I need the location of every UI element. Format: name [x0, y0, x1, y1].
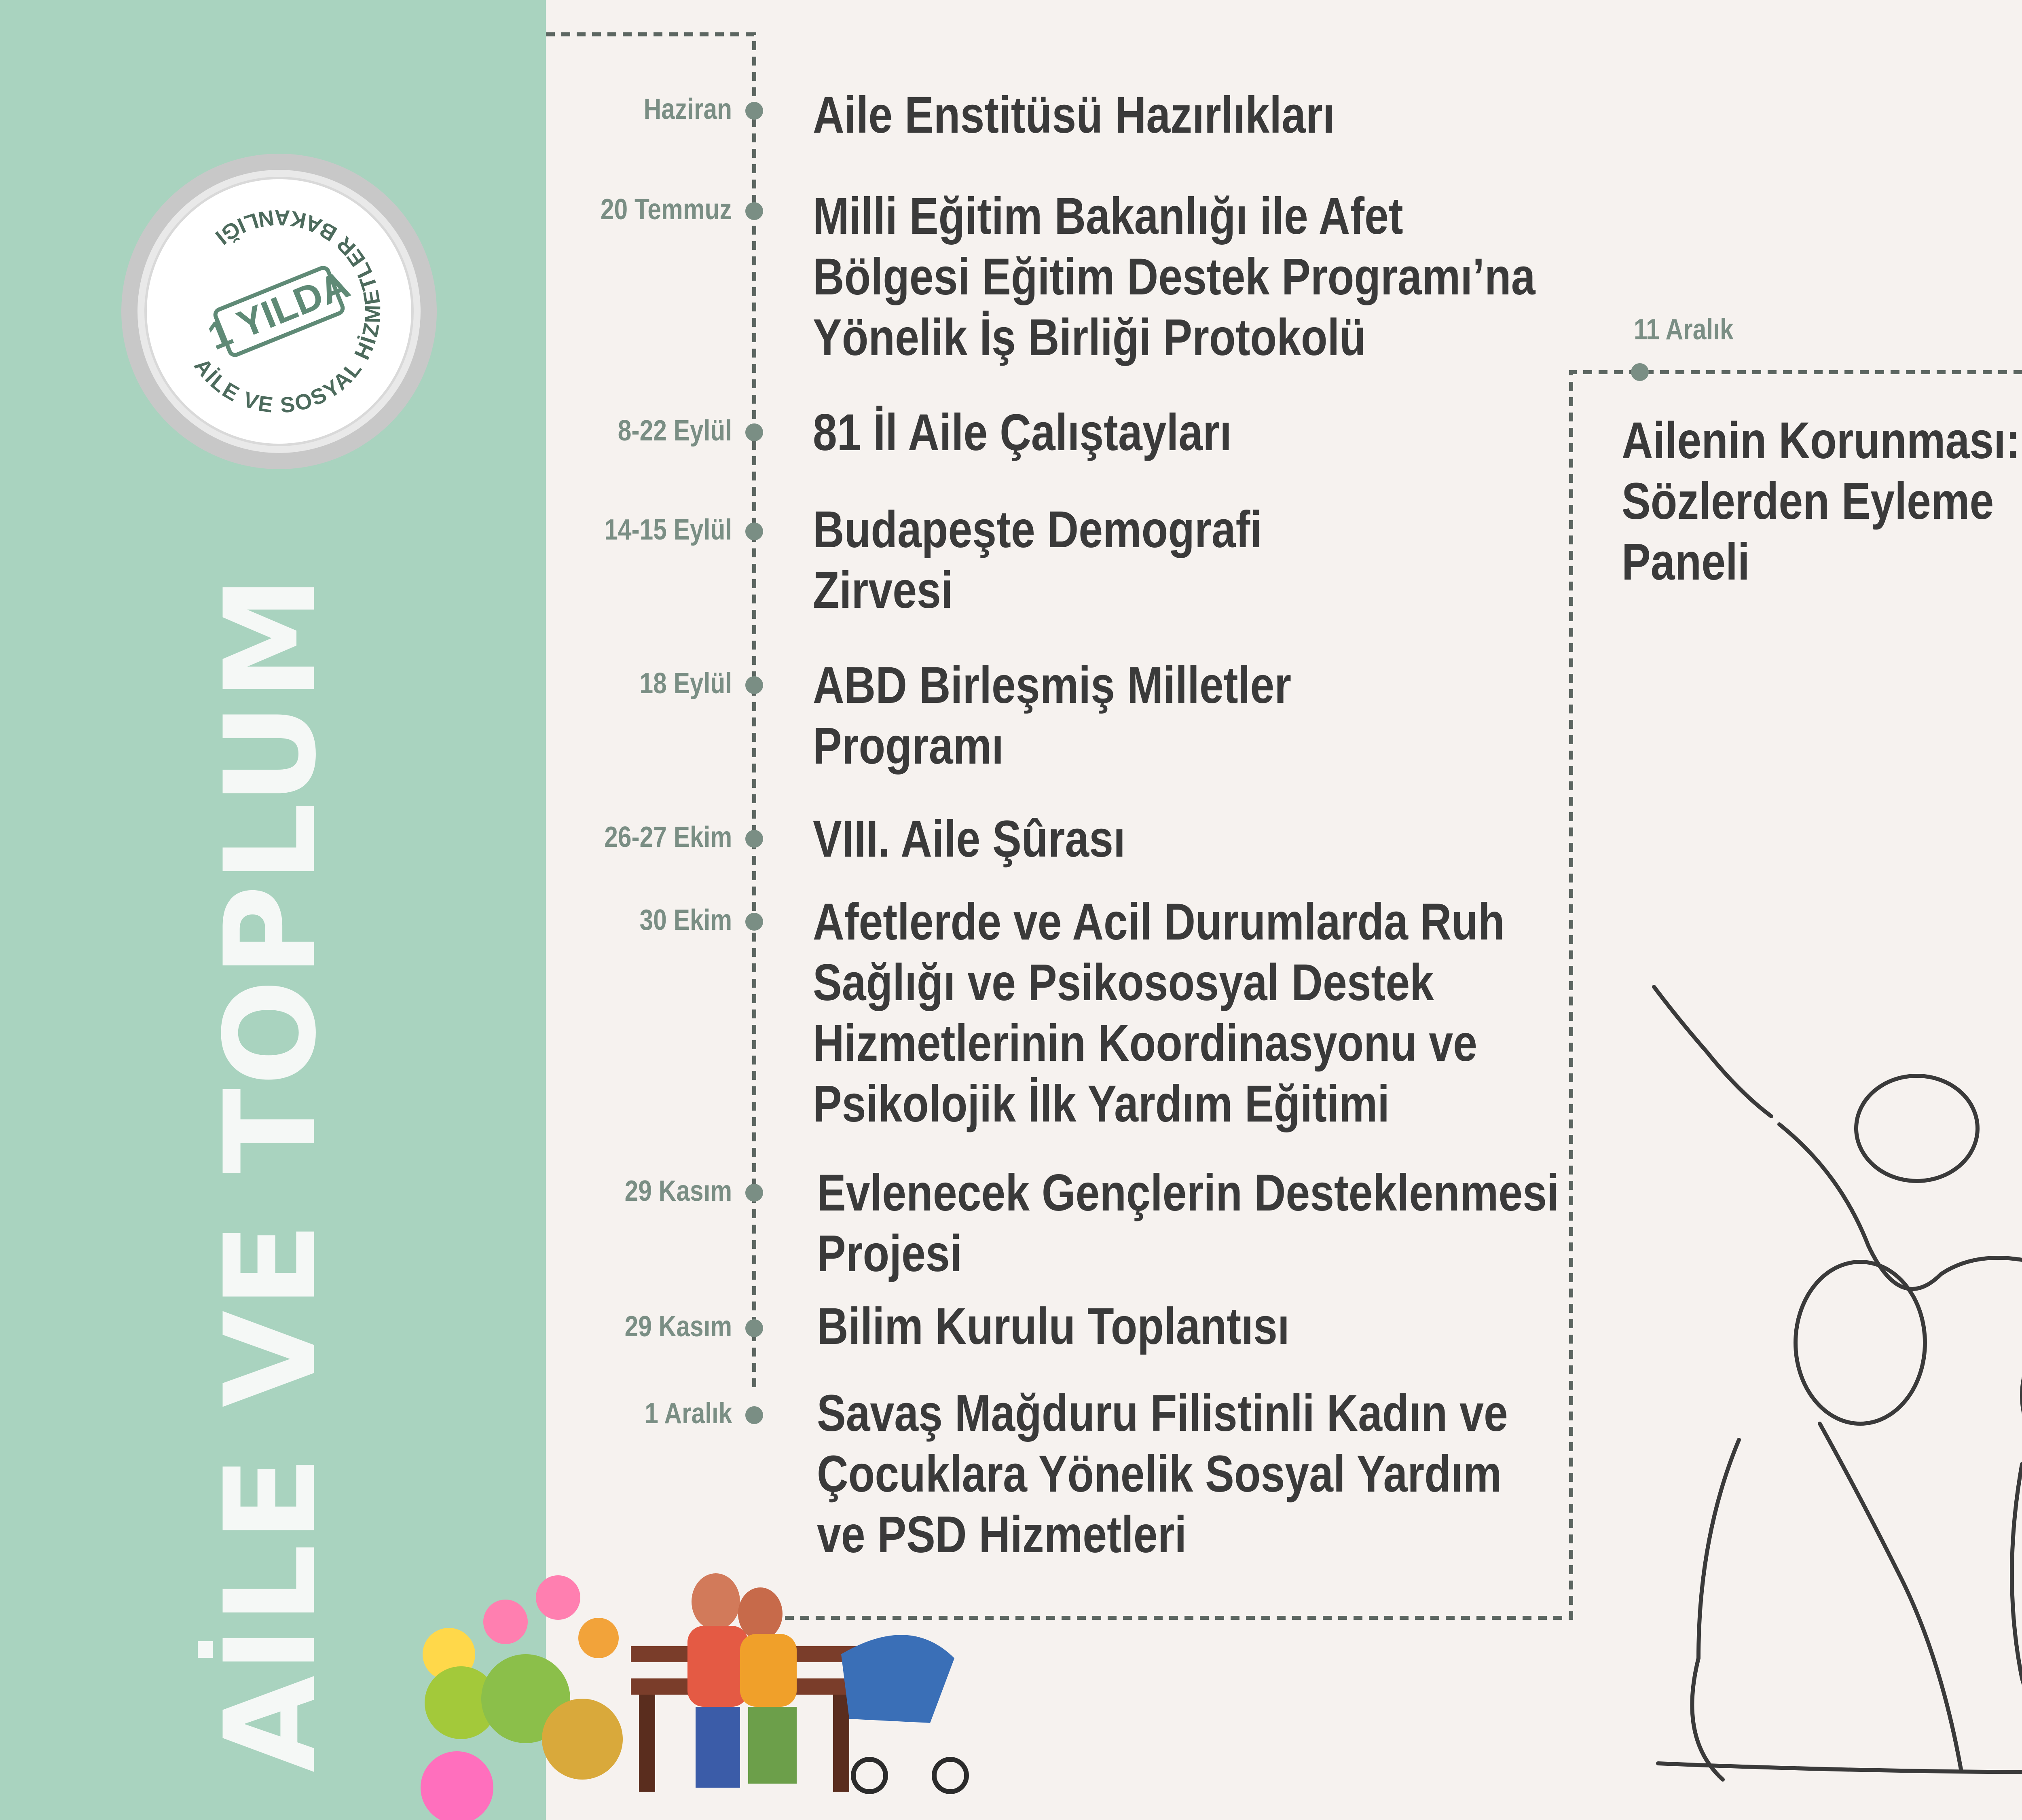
timeline-dot: [745, 1406, 763, 1424]
event-title: Milli Eğitim Bakanlığı ile Afet Bölgesi Eğitim Destek Programı’na Yönelik İş Birliği Protokolü: [813, 187, 1536, 366]
event-title: Aile Enstitüsü Hazırlıkları: [813, 86, 1335, 144]
timeline-dot: [745, 1319, 763, 1337]
event-date: 26-27 Ekim: [604, 821, 732, 853]
event-title: Budapeşte Demografi Zirvesi: [813, 501, 1263, 619]
event-title: VIII. Aile Şûrası: [813, 810, 1125, 868]
event-date: 18 Eylül: [639, 667, 732, 700]
event-title: 81 İl Aile Çalıştayları: [813, 404, 1232, 461]
timeline-dot: [745, 676, 763, 694]
event-date: 30 Ekim: [639, 904, 732, 936]
event-date: 20 Temmuz: [601, 193, 732, 226]
timeline-dot: [745, 423, 763, 441]
event-date: Haziran: [643, 93, 732, 125]
event-title: ABD Birleşmiş Milletler Programı: [813, 656, 1292, 775]
event-date: 29 Kasım: [624, 1310, 732, 1343]
event-date: 1 Aralık: [644, 1397, 732, 1430]
bench-scene-illustration: [421, 1573, 967, 1820]
timeline-dot: [745, 202, 763, 220]
timeline-dot: [745, 913, 763, 931]
seal-top-text: 1 YILDA: [202, 262, 355, 358]
event-date: 14-15 Eylül: [604, 514, 732, 546]
timeline-dot: [745, 1184, 763, 1202]
event-title: Savaş Mağduru Filistinli Kadın ve Çocuklara Yönelik Sosyal Yardım ve PSD Hizmetleri: [817, 1384, 1508, 1564]
event-title: Evlenecek Gençlerin Desteklenmesi Projesi: [817, 1164, 1559, 1282]
event-date: 29 Kasım: [624, 1175, 732, 1207]
seal-ring-text: AİLE VE SOSYAL HİZMETLER BAKANLIĞI: [189, 205, 385, 418]
timeline-dot: [745, 830, 763, 848]
family-sketch-bottom: [1654, 987, 2022, 1792]
event-date: 8-22 Eylül: [618, 415, 732, 447]
event-title: Afetlerde ve Acil Durumlarda Ruh Sağlığı ve Psikososyal Destek Hizmetlerinin Koordinasyonu ve Psikolojik İlk Yardım Eğitimi: [813, 893, 1505, 1133]
event-title: Ailenin Korunması: Sözlerden Eyleme Paneli: [1622, 412, 2020, 591]
timeline-dot: [1631, 363, 1649, 381]
sidebar-title: AİLE VE TOPLUM: [198, 573, 344, 1773]
timeline-dot: [745, 102, 763, 120]
timeline-dot: [745, 523, 763, 540]
event-title: Bilim Kurulu Toplantısı: [817, 1297, 1290, 1355]
event-date: 11 Aralık: [1634, 313, 1734, 346]
